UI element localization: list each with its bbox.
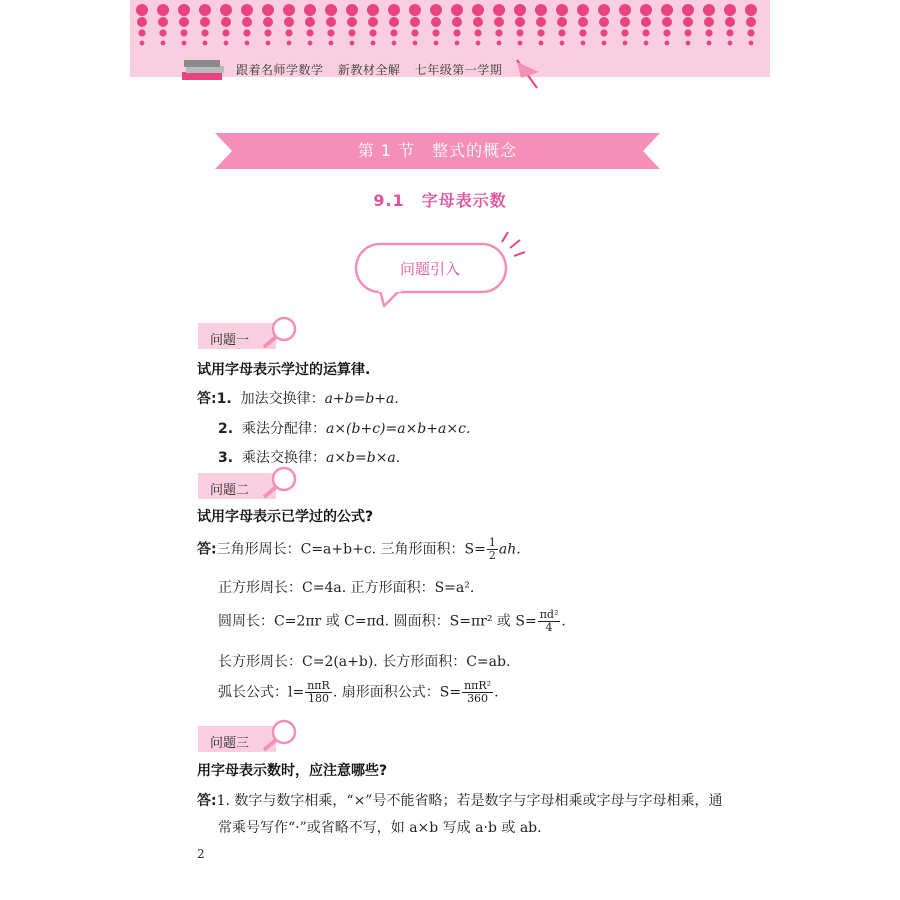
formula-text: . — [494, 684, 499, 701]
polka-dot — [199, 4, 211, 16]
polka-dot — [263, 17, 273, 27]
polka-dot — [682, 4, 694, 16]
polka-dot — [304, 4, 316, 16]
polka-dot — [640, 4, 652, 16]
item-number: 1. — [216, 391, 232, 407]
polka-dot — [515, 17, 525, 27]
polka-dot — [683, 17, 693, 27]
polka-dot — [329, 41, 334, 46]
polka-dot — [161, 41, 166, 46]
polka-dot — [665, 41, 670, 46]
formula-line — [218, 680, 499, 705]
formula-line — [218, 609, 566, 634]
polka-dot — [347, 17, 357, 27]
fraction — [538, 609, 561, 634]
formula-text: . 扇形面积公式：S= — [332, 684, 462, 701]
formula-text: 三角形周长：C=a+b+c. 三角形面积：S= — [216, 541, 486, 558]
question-text-2: 试用字母表示已学过的公式? — [197, 509, 374, 525]
polka-dot — [140, 41, 145, 46]
polka-dot — [537, 29, 544, 36]
polka-dot — [158, 17, 168, 27]
polka-dot — [222, 29, 229, 36]
answer-prefix: 答: — [197, 391, 217, 407]
polka-dot — [581, 41, 586, 46]
polka-dot — [623, 41, 628, 46]
polka-dot — [474, 29, 481, 36]
polka-dot — [662, 17, 672, 27]
intro-label: 问题引入 — [399, 260, 460, 278]
numerator: πd² — [539, 608, 559, 621]
polka-dot — [283, 4, 295, 16]
polka-dot — [518, 41, 523, 46]
formula-text: 圆周长：C=2πr 或 C=πd. 圆面积：S=πr² 或 S= — [218, 613, 537, 630]
fraction — [305, 680, 332, 705]
polka-dot — [472, 4, 484, 16]
polka-dot — [726, 29, 733, 36]
polka-dot — [493, 4, 505, 16]
denominator: 180 — [308, 692, 330, 705]
polka-dot — [137, 17, 147, 27]
polka-dot — [579, 29, 586, 36]
section-title: 第 1 节 整式的概念 — [357, 141, 518, 160]
fraction — [462, 680, 493, 705]
polka-dot — [476, 41, 481, 46]
polka-dot — [305, 17, 315, 27]
polka-dot — [367, 4, 379, 16]
item-formula: a×(b+c)=a×b+a×c. — [325, 421, 471, 437]
question-tag-2 — [198, 465, 308, 501]
polka-dot-pattern — [130, 0, 770, 50]
polka-dot — [203, 41, 208, 46]
question-text-3: 用字母表示数时，应注意哪些? — [197, 763, 388, 779]
polka-dot — [220, 4, 232, 16]
polka-dot — [453, 29, 460, 36]
answer-prefix: 答: — [197, 541, 217, 558]
polka-dot — [514, 4, 526, 16]
polka-dot — [641, 17, 651, 27]
polka-dot — [535, 4, 547, 16]
answer-line — [197, 790, 722, 810]
polka-dot — [410, 17, 420, 27]
polka-dot — [392, 41, 397, 46]
polka-dot — [262, 4, 274, 16]
answer-line — [197, 388, 399, 408]
polka-dot — [728, 41, 733, 46]
polka-dot — [451, 4, 463, 16]
polka-dot — [180, 29, 187, 36]
polka-dot — [178, 4, 190, 16]
polka-dot — [560, 41, 565, 46]
polka-dot — [371, 41, 376, 46]
question-text-1: 试用字母表示学过的运算律. — [197, 362, 371, 378]
denominator: 2 — [488, 549, 496, 562]
polka-dot — [704, 17, 714, 27]
polka-dot — [539, 41, 544, 46]
polka-dot — [411, 29, 418, 36]
polka-dot — [452, 17, 462, 27]
polka-dot — [577, 4, 589, 16]
pennant-icon — [505, 58, 545, 90]
book-title: 新教材全解 — [337, 63, 401, 77]
polka-dot — [495, 29, 502, 36]
polka-dot — [455, 41, 460, 46]
polka-dot — [747, 29, 754, 36]
polka-dot — [326, 17, 336, 27]
question-tag-label: 问题三 — [210, 736, 250, 751]
polka-dot — [661, 4, 673, 16]
polka-dot — [136, 4, 148, 16]
polka-dot — [306, 29, 313, 36]
polka-dot — [619, 4, 631, 16]
polka-dot — [725, 17, 735, 27]
formula-text: 弧长公式：l= — [218, 684, 305, 701]
question-tag-label: 问题二 — [210, 483, 250, 498]
section-banner — [215, 133, 660, 169]
formula-text: . — [561, 613, 566, 630]
polka-dot — [308, 41, 313, 46]
polka-dot — [369, 29, 376, 36]
polka-dot — [201, 29, 208, 36]
grade-title: 七年级第一学期 — [414, 63, 503, 77]
polka-dot — [413, 41, 418, 46]
answer-prefix: 答: — [197, 793, 217, 809]
running-head — [236, 61, 512, 78]
answer-line — [218, 418, 470, 438]
polka-dot — [703, 4, 715, 16]
denominator: 360 — [467, 692, 489, 705]
polka-dot — [159, 29, 166, 36]
polka-dot — [558, 29, 565, 36]
polka-dot — [578, 17, 588, 27]
polka-dot — [284, 17, 294, 27]
polka-dot — [388, 4, 400, 16]
polka-dot — [599, 17, 609, 27]
item-label: 乘法分配律： — [241, 421, 326, 437]
polka-dot — [745, 4, 757, 16]
polka-dot — [346, 4, 358, 16]
question-tag-label: 问题一 — [210, 333, 250, 348]
polka-dot — [243, 29, 250, 36]
polka-dot — [287, 41, 292, 46]
polka-dot — [473, 17, 483, 27]
polka-dot — [497, 41, 502, 46]
polka-dot — [285, 29, 292, 36]
fraction — [487, 537, 498, 562]
polka-dot — [241, 4, 253, 16]
numerator: nπR — [307, 679, 330, 692]
polka-dot — [242, 17, 252, 27]
polka-dot — [431, 17, 441, 27]
denominator: 4 — [545, 621, 553, 634]
polka-dot — [644, 41, 649, 46]
polka-dot — [621, 29, 628, 36]
polka-dot — [264, 29, 271, 36]
formula-line: 正方形周长：C=4a. 正方形面积：S=a². — [218, 580, 475, 596]
polka-dot — [245, 41, 250, 46]
polka-dot — [348, 29, 355, 36]
polka-dot — [684, 29, 691, 36]
item-number: 2. — [218, 421, 234, 437]
answer-text: 1. 数字与数字相乘，“×”号不能省略；若是数字与字母相乘或字母与字母相乘，通 — [216, 793, 723, 809]
book-stack-icon — [180, 58, 228, 82]
polka-dot — [707, 41, 712, 46]
page-number: 2 — [197, 847, 205, 861]
polka-dot — [432, 29, 439, 36]
polka-dot — [724, 4, 736, 16]
polka-dot — [138, 29, 145, 36]
polka-dot — [200, 17, 210, 27]
polka-dot — [705, 29, 712, 36]
polka-dot — [179, 17, 189, 27]
polka-dot — [746, 17, 756, 27]
polka-dot — [516, 29, 523, 36]
answer-line: 常乘号写作“·”或省略不写，如 a×b 写成 a·b 或 ab. — [218, 820, 542, 836]
polka-dot — [409, 4, 421, 16]
polka-dot — [182, 41, 187, 46]
polka-dot — [686, 41, 691, 46]
question-tag-3 — [198, 718, 308, 754]
polka-dot — [368, 17, 378, 27]
polka-dot — [327, 29, 334, 36]
polka-dot — [536, 17, 546, 27]
item-label: 乘法交换律： — [241, 450, 326, 466]
item-number: 3. — [218, 450, 234, 466]
item-formula: a×b=b×a. — [325, 450, 401, 466]
polka-dot — [157, 4, 169, 16]
polka-dot — [266, 41, 271, 46]
polka-dot — [430, 4, 442, 16]
polka-dot — [434, 41, 439, 46]
formula-line: 长方形周长：C=2(a+b). 长方形面积：C=ab. — [218, 654, 511, 670]
polka-dot — [663, 29, 670, 36]
polka-dot — [390, 29, 397, 36]
polka-dot — [556, 4, 568, 16]
polka-dot — [598, 4, 610, 16]
subsection-title: 9.1 字母表示数 — [373, 191, 507, 210]
item-label: 加法交换律： — [240, 391, 325, 407]
polka-dot — [749, 41, 754, 46]
answer-line — [218, 447, 400, 467]
question-tag-1 — [198, 315, 308, 351]
polka-dot — [620, 17, 630, 27]
formula-line — [197, 537, 521, 562]
polka-dot — [224, 41, 229, 46]
polka-dot — [600, 29, 607, 36]
polka-dot — [350, 41, 355, 46]
polka-dot — [557, 17, 567, 27]
polka-dot — [602, 41, 607, 46]
polka-dot — [642, 29, 649, 36]
item-formula: a+b=b+a. — [324, 391, 399, 407]
numerator: 1 — [488, 536, 496, 549]
numerator: nπR² — [464, 679, 492, 692]
polka-dot — [221, 17, 231, 27]
polka-dot — [389, 17, 399, 27]
formula-text: ah. — [498, 541, 521, 558]
polka-dot — [494, 17, 504, 27]
polka-dot — [325, 4, 337, 16]
series-title: 跟着名师学数学 — [236, 63, 324, 77]
